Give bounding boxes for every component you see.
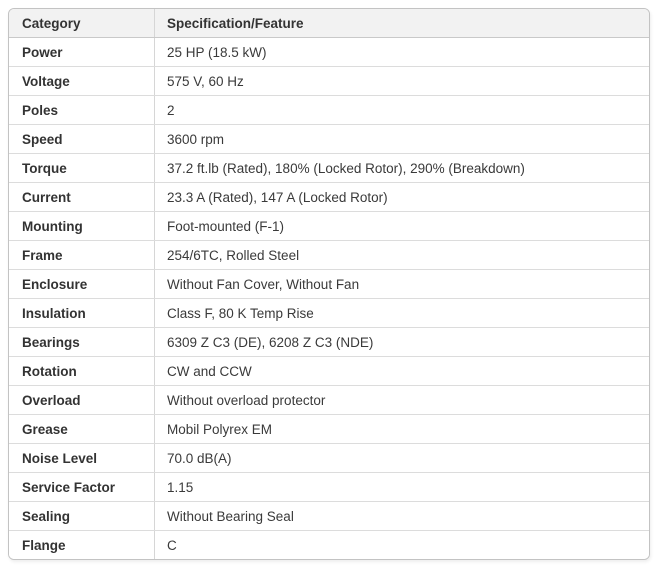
category-cell: Sealing	[9, 502, 155, 530]
category-cell: Torque	[9, 154, 155, 182]
value-cell: 2	[167, 102, 175, 118]
value-cell: Without Bearing Seal	[167, 508, 294, 524]
value-cell: 3600 rpm	[167, 131, 225, 147]
table-row-frame	[9, 240, 649, 269]
category-cell: Flange	[9, 531, 155, 559]
category-cell: Noise Level	[9, 444, 155, 472]
table-row-current	[9, 182, 649, 211]
category-cell: Current	[9, 183, 155, 211]
value-cell: Class F, 80 K Temp Rise	[167, 305, 314, 321]
category-cell: Insulation	[9, 299, 155, 327]
category-cell: Bearings	[9, 328, 155, 356]
value-cell: 1.15	[167, 479, 194, 495]
value-cell: 23.3 A (Rated), 147 A (Locked Rotor)	[167, 189, 388, 205]
table-row-noise-level	[9, 443, 649, 472]
value-cell: 6309 Z C3 (DE), 6208 Z C3 (NDE)	[167, 334, 374, 350]
category-cell: Poles	[9, 96, 155, 124]
value-cell: CW and CCW	[167, 363, 252, 379]
value-cell: Without Fan Cover, Without Fan	[167, 276, 360, 292]
table-row-service-factor	[9, 472, 649, 501]
table-row-flange	[9, 530, 649, 559]
value-cell: Without overload protector	[167, 392, 326, 408]
value-cell: 70.0 dB(A)	[167, 450, 232, 466]
column-header-category: Category	[9, 9, 155, 37]
category-cell: Power	[9, 38, 155, 66]
table-row-mounting	[9, 211, 649, 240]
value-cell: C	[167, 537, 177, 553]
category-cell: Grease	[9, 415, 155, 443]
table-row-sealing	[9, 501, 649, 530]
table-row-torque	[9, 153, 649, 182]
value-cell: 37.2 ft.lb (Rated), 180% (Locked Rotor), 290% (Breakdown)	[167, 160, 525, 176]
value-cell: 575 V, 60 Hz	[167, 73, 244, 89]
value-cell: 25 HP (18.5 kW)	[167, 44, 267, 60]
table-row-poles	[9, 95, 649, 124]
table-row-insulation	[9, 298, 649, 327]
table-row-bearings	[9, 327, 649, 356]
column-header-specification: Specification/Feature	[167, 15, 304, 31]
category-cell: Enclosure	[9, 270, 155, 298]
category-cell: Overload	[9, 386, 155, 414]
category-cell: Mounting	[9, 212, 155, 240]
table-header-row	[9, 9, 649, 37]
category-cell: Frame	[9, 241, 155, 269]
table-row-overload	[9, 385, 649, 414]
specification-table	[8, 8, 650, 560]
value-cell: Foot-mounted (F-1)	[167, 218, 285, 234]
table-row-rotation	[9, 356, 649, 385]
table-row-grease	[9, 414, 649, 443]
table-row-speed	[9, 124, 649, 153]
value-cell: 254/6TC, Rolled Steel	[167, 247, 300, 263]
value-cell: Mobil Polyrex EM	[167, 421, 273, 437]
category-cell: Voltage	[9, 67, 155, 95]
category-cell: Rotation	[9, 357, 155, 385]
table-row-enclosure	[9, 269, 649, 298]
category-cell: Service Factor	[9, 473, 155, 501]
table-row-voltage	[9, 66, 649, 95]
category-cell: Speed	[9, 125, 155, 153]
table-row-power	[9, 37, 649, 66]
